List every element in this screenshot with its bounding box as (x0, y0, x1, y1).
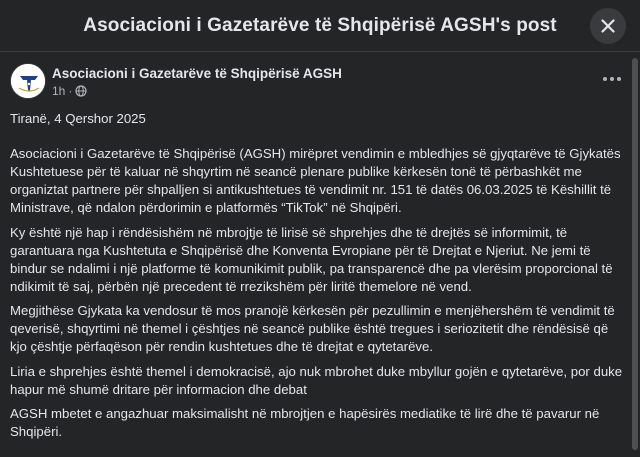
avatar[interactable] (10, 63, 46, 99)
post-header (10, 63, 630, 103)
post-paragraph: AGSH mbetet e angazhuar maksimalisht në mbrojtjen e hapësirës mediatike të lirë dhe të pavarur në Shqipëri. (10, 406, 600, 439)
dialog-title: Asociacioni i Gazetarëve të Shqipërisë AGSH's post (83, 14, 557, 36)
post-meta (52, 84, 87, 98)
more-options-icon (602, 77, 623, 81)
post-dialog-header (0, 0, 640, 52)
meta-separator: · (68, 84, 73, 98)
post-scroll-area[interactable] (0, 53, 640, 457)
post-author[interactable]: Asociacioni i Gazetarëve të Shqipërisë AGSH (52, 66, 342, 81)
post-paragraph: Liria e shprehjes është themel i demokracisë, ajo nuk mbrohet duke mbyllur gojën e qytetarëve, por duke hapur më shumë dritare për informacion dhe debat (10, 363, 623, 397)
agsh-logo-icon (11, 64, 46, 99)
close-icon (601, 19, 615, 33)
post-paragraph-date: Tiranë, 4 Qershor 2025 (10, 111, 146, 126)
post-time[interactable]: 1h (52, 84, 66, 98)
post-body (10, 110, 625, 448)
more-options-button[interactable] (598, 67, 626, 91)
post-paragraph: Ky është një hap i rëndësishëm në mbrojtje të lirisë së shprehjes dhe të drejtës së informimit, të garantuara nga Kushtetuta e Shqipërisë dhe Konventa Evropiane për të Drejtat e Njeriut. Ne jemi të bindur se ndalimi i një platforme të komunikimit publik, pa transparencë dhe pa vlerësim proporcional të ndikimit të saj, përbën një precedent të rrezikshëm për liritë themelore në vend. (10, 224, 613, 294)
close-button[interactable] (590, 8, 626, 44)
post-paragraph: Megjithëse Gjykata ka vendosur të mos pranojë kërkesën për pezullimin e menjëhershëm të vendimit të qeverisë, shqyrtimi në themel i çështjes në seancë publike është tregues i seriozitetit dhe rëndësisë që kjo çështje përfaqëson për rendin kushtetues dhe të drejtat e qytetarëve. (10, 303, 615, 354)
scrollbar[interactable] (632, 58, 638, 450)
globe-icon (75, 85, 87, 97)
post-paragraph: Asociacioni i Gazetarëve të Shqipërisë (AGSH) mirëpret vendimin e mbledhjes së gjyqtarëve të Gjykatës Kushtetuese për të kaluar në shqyrtim në seancë plenare publike kërkesën tonë të përbashkët me organiztat partnere për shpalljen si antikushtetues të vendimit nr. 151 të datës 06.03.2025 të Këshillit të Ministrave, që ndalon përdorimin e platformës “TikTok” në Shqipëri. (10, 146, 621, 215)
